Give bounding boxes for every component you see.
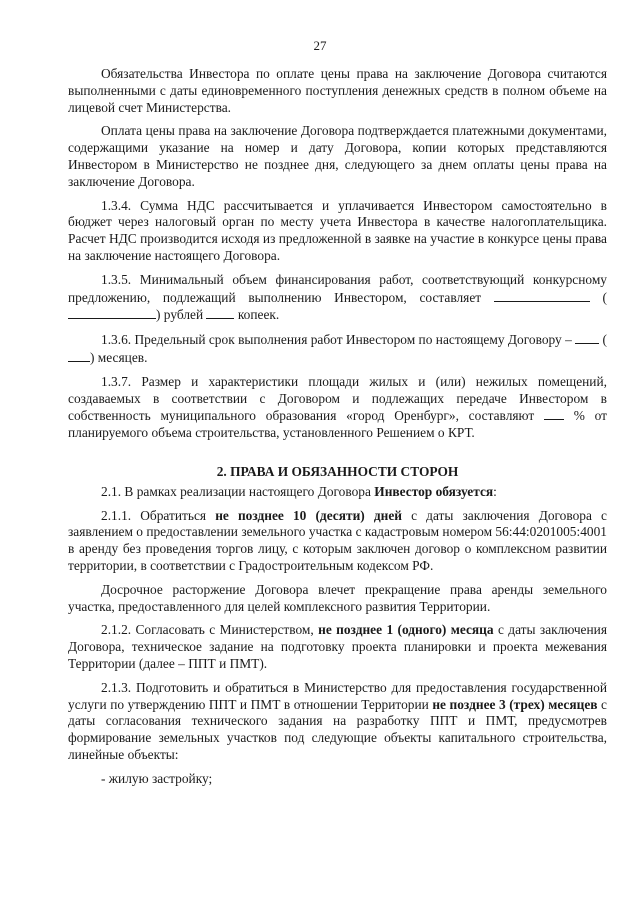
paragraph-1-3-5-financing bbox=[68, 272, 607, 324]
blank-months-words bbox=[68, 349, 90, 362]
paragraph-text: ) месяцев. bbox=[90, 349, 148, 365]
section-heading: 2. ПРАВА И ОБЯЗАННОСТИ СТОРОН bbox=[216, 463, 459, 479]
paragraph-payment-confirmation: Оплата цены права на заключение Договора подтверждается платежными документами, содержащими указание на номер и дату Договора, копии которых представляются Инвестором в Министерство не позднее дня, следующего за днем оплаты цены права на заключение Договора. bbox=[68, 123, 607, 189]
paragraph-text: 2.1.2. Согласовать с Министерством, bbox=[101, 622, 319, 638]
paragraph-text: ( bbox=[599, 332, 607, 348]
paragraph-text: с даты согласования технического задания на разработку ППТ и ПМТ, предусмотрев формирование земельных участков под следующие объекты капитального строительства, линейные объекты: bbox=[68, 696, 607, 762]
paragraph-text: копеек. bbox=[234, 307, 280, 323]
paragraph-text: ) рублей bbox=[156, 307, 207, 323]
paragraph-1-3-7-premises bbox=[68, 374, 607, 442]
paragraph-2-1 bbox=[68, 484, 607, 501]
bold-text: не позднее 1 (одного) месяца bbox=[318, 622, 494, 638]
paragraph-text: 1.3.5. Минимальный объем финансирования работ, соответствующий конкурсному предложению, подлежащий выполнению Инвестором, составляет bbox=[68, 271, 607, 305]
paragraph-text: с даты заключения Договора, техническое задание на подготовку проекта планировки и проекта межевания Территории (далее – ППТ и ПМТ). bbox=[68, 622, 607, 671]
paragraph-early-termination: Досрочное расторжение Договора влечет прекращение права аренды земельного участка, предоставленного для целей комплексного развития Территории. bbox=[68, 581, 607, 614]
blank-months-digits bbox=[575, 331, 599, 344]
paragraph-text: % от планируемого объема строительства, установленного Решением о КРТ. bbox=[68, 408, 607, 441]
bold-text: не позднее 10 (десяти) дней bbox=[215, 507, 402, 523]
blank-percent bbox=[544, 407, 564, 420]
paragraph-1-3-6-deadline bbox=[68, 331, 607, 367]
blank-kopecks bbox=[206, 306, 234, 319]
document-body bbox=[68, 66, 607, 787]
paragraph-text: ( bbox=[589, 289, 607, 305]
blank-amount-digits bbox=[494, 289, 590, 302]
paragraph-2-1-1 bbox=[68, 508, 607, 575]
bold-text: Инвестор обязуется bbox=[374, 483, 494, 499]
paragraph-text: 2.1. В рамках реализации настоящего Договора bbox=[101, 483, 375, 499]
blank-amount-words bbox=[68, 306, 156, 319]
paragraph-text: 2.1.3. Подготовить и обратиться в Министерство для предоставления государственной услуги по утверждению ППТ и ПМТ в отношении Территории bbox=[68, 679, 607, 712]
paragraph-text: с даты заключения Договора с заявлением о предоставлении земельного участка с кадастровым номером 56:44:0201005:4001 в аренду без проведения торгов лицу, с которым заключен договор о комплексном развитии территории, в соответствии с Градостроительным кодексом РФ. bbox=[68, 507, 607, 573]
paragraph-2-1-2 bbox=[68, 622, 607, 672]
page-number: 27 bbox=[313, 38, 327, 53]
paragraph-text: 1.3.7. Размер и характеристики площади жилых и (или) нежилых помещений, создаваемых в соответствии с Договором и подлежащих передаче Инвестором в собственность муниципального образования «город Оренбург», составляют bbox=[68, 373, 607, 424]
list-item-residential: - жилую застройку; bbox=[101, 770, 213, 786]
bold-text: не позднее 3 (трех) месяцев bbox=[432, 696, 598, 712]
paragraph-1-3-4-vat: 1.3.4. Сумма НДС рассчитывается и уплачивается Инвестором самостоятельно в бюджет через налоговый орган по месту учета Инвестора в качестве налогоплательщика. Расчет НДС производится исходя из предложенной в заявке на участие в конкурсе цены права на заключение настоящего Договора. bbox=[68, 197, 607, 263]
paragraph-text: 2.1.1. Обратиться bbox=[101, 507, 216, 523]
paragraph-2-1-3 bbox=[68, 680, 607, 764]
paragraph-obligations-fulfilled: Обязательства Инвестора по оплате цены права на заключение Договора считаются выполненными с даты единовременного поступления денежных средств в полном объеме на лицевой счет Министерства. bbox=[68, 66, 607, 115]
paragraph-text: 1.3.6. Предельный срок выполнения работ Инвестором по настоящему Договору – bbox=[101, 332, 576, 348]
paragraph-text: : bbox=[493, 483, 497, 499]
